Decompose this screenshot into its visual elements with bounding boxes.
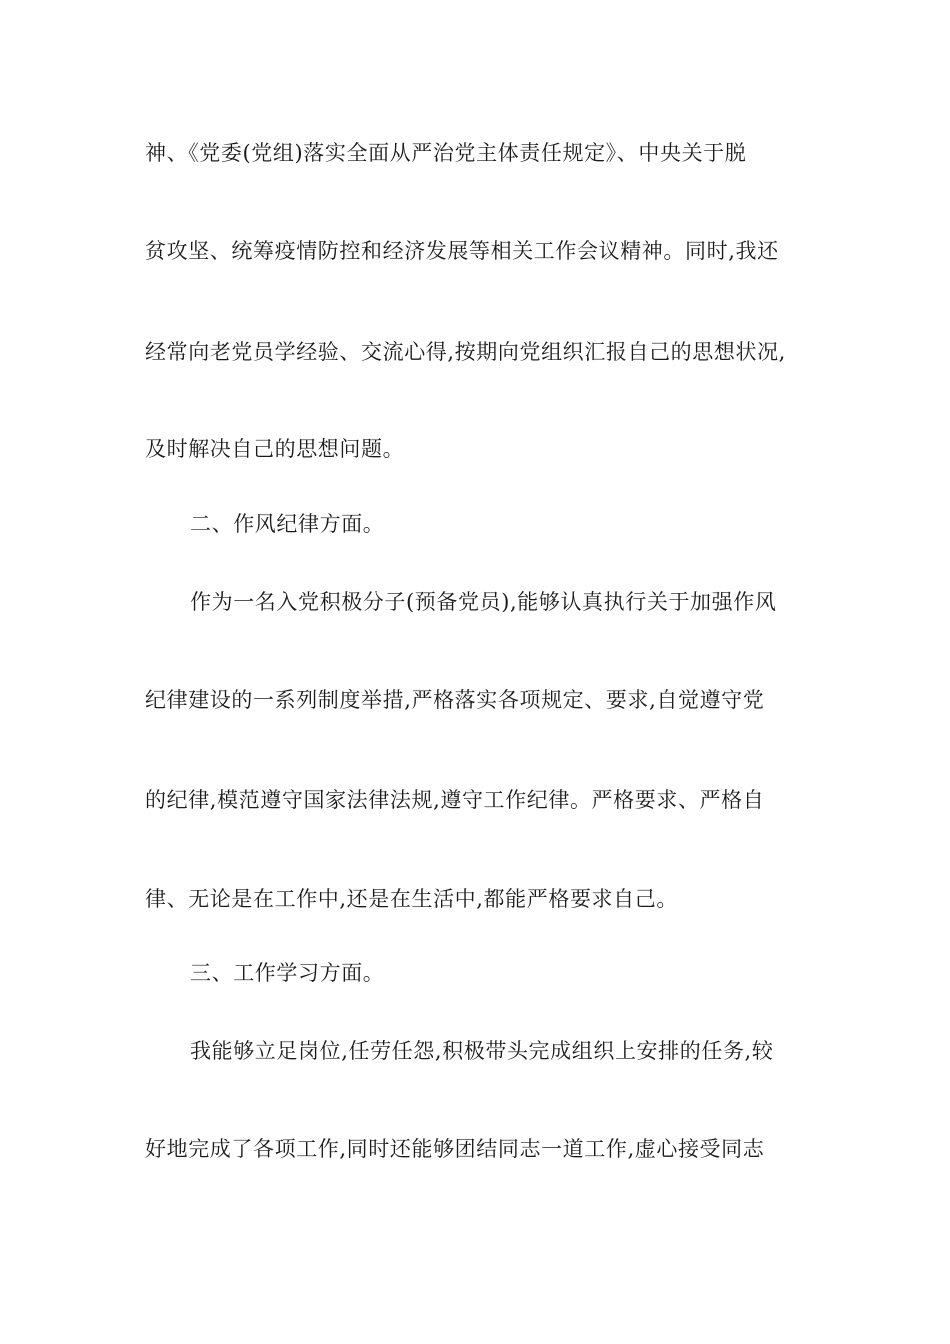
section-heading: 二、作风纪律方面。 — [190, 512, 385, 536]
body-text-line: 贫攻坚、统筹疫情防控和经济发展等相关工作会议精神。同时,我还 — [145, 239, 779, 263]
body-text-line: 的纪律,模范遵守国家法律法规,遵守工作纪律。严格要求、严格自 — [145, 788, 765, 812]
section-heading: 三、工作学习方面。 — [190, 961, 385, 985]
body-text-line: 及时解决自己的思想问题。 — [145, 437, 405, 461]
body-text-line: 神、《党委(党组)落实全面从严治党主体责任规定》、中央关于脱 — [145, 141, 747, 165]
body-text-line: 好地完成了各项工作,同时还能够团结同志一道工作,虚心接受同志 — [145, 1137, 765, 1161]
body-text-line: 律、无论是在工作中,还是在生活中,都能严格要求自己。 — [145, 887, 678, 911]
paragraph-first-line: 我能够立足岗位,任劳任怨,积极带头完成组织上安排的任务,较 — [190, 1039, 774, 1063]
body-text-line: 经常向老党员学经验、交流心得,按期向党组织汇报自己的思想状况, — [145, 340, 786, 364]
paragraph-first-line: 作为一名入党积极分子(预备党员),能够认真执行关于加强作风 — [190, 590, 777, 614]
body-text-line: 纪律建设的一系列制度举措,严格落实各项规定、要求,自觉遵守党 — [145, 688, 765, 712]
